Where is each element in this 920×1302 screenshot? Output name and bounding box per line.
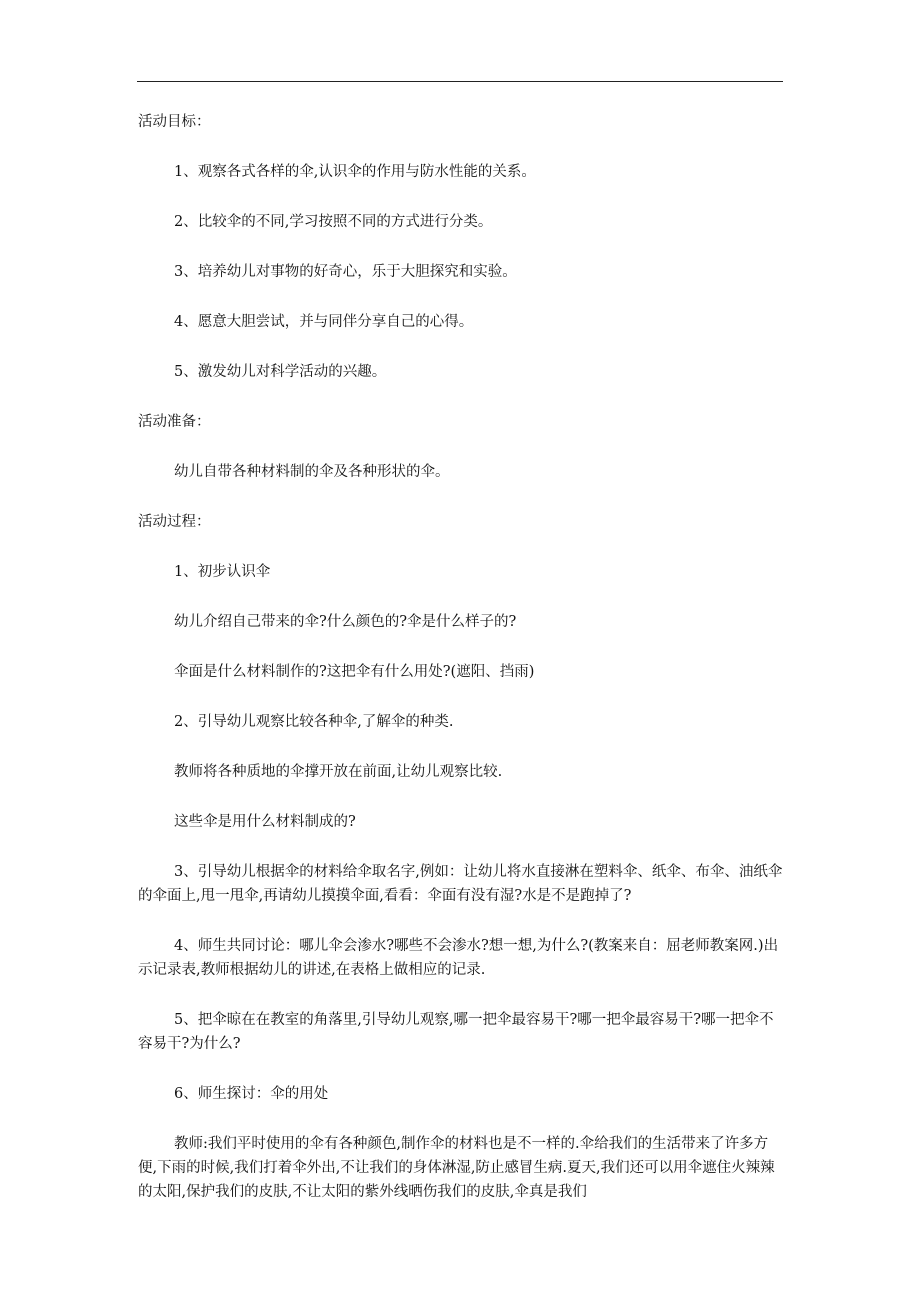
process-step: 3、引导幼儿根据伞的材料给伞取名字,例如：让幼儿将水直接淋在塑料伞、纸伞、布伞、油纸伞的伞面上,甩一甩伞,再请幼儿摸摸伞面,看看：伞面有没有湿?水是不是跑掉了? xyxy=(138,864,783,904)
goal-item: 3、培养幼儿对事物的好奇心，乐于大胆探究和实验。 xyxy=(174,264,517,280)
process-text: 教师:我们平时使用的伞有各种颜色,制作伞的材料也是不一样的.伞给我们的生活带来了许多方便,下雨的时候,我们打着伞外出,不让我们的身体淋湿,防止感冒生病.夏天,我们还可以用伞遮住火辣辣的太阳,保护我们的皮肤,不让太阳的紫外线晒伤我们的皮肤,伞真是我们 xyxy=(138,1136,775,1200)
process-text: 这些伞是用什么材料制成的? xyxy=(174,814,356,830)
goal-item: 1、观察各式各样的伞,认识伞的作用与防水性能的关系。 xyxy=(174,164,536,180)
process-text: 伞面是什么材料制作的?这把伞有什么用处?(遮阳、挡雨) xyxy=(174,664,535,680)
process-step: 2、引导幼儿观察比较各种伞,了解伞的种类. xyxy=(174,714,454,730)
goal-item: 2、比较伞的不同,学习按照不同的方式进行分类。 xyxy=(174,214,493,230)
process-text: 教师将各种质地的伞撑开放在前面,让幼儿观察比较. xyxy=(174,764,503,780)
goal-item: 4、愿意大胆尝试，并与同伴分享自己的心得。 xyxy=(174,314,474,330)
process-step: 1、初步认识伞 xyxy=(174,564,271,580)
process-step: 4、师生共同讨论：哪儿伞会渗水?哪些不会渗水?想一想,为什么?(教案来自：屈老师教案网.)出示记录表,教师根据幼儿的讲述,在表格上做相应的记录. xyxy=(138,938,779,978)
process-text: 幼儿介绍自己带来的伞?什么颜色的?伞是什么样子的? xyxy=(174,614,517,630)
section-heading-process: 活动过程： xyxy=(138,514,211,530)
document-body xyxy=(138,110,786,1204)
process-step: 6、师生探讨：伞的用处 xyxy=(174,1086,329,1102)
goal-item: 5、激发幼儿对科学活动的兴趣。 xyxy=(174,364,387,380)
section-heading-goals: 活动目标： xyxy=(138,114,211,130)
header-rule xyxy=(137,81,783,82)
process-step: 5、把伞晾在在教室的角落里,引导幼儿观察,哪一把伞最容易干?哪一把伞最容易干?哪一把伞不容易干?为什么? xyxy=(138,1012,774,1052)
section-heading-preparation: 活动准备： xyxy=(138,414,211,430)
preparation-text: 幼儿自带各种材料制的伞及各种形状的伞。 xyxy=(174,464,450,480)
